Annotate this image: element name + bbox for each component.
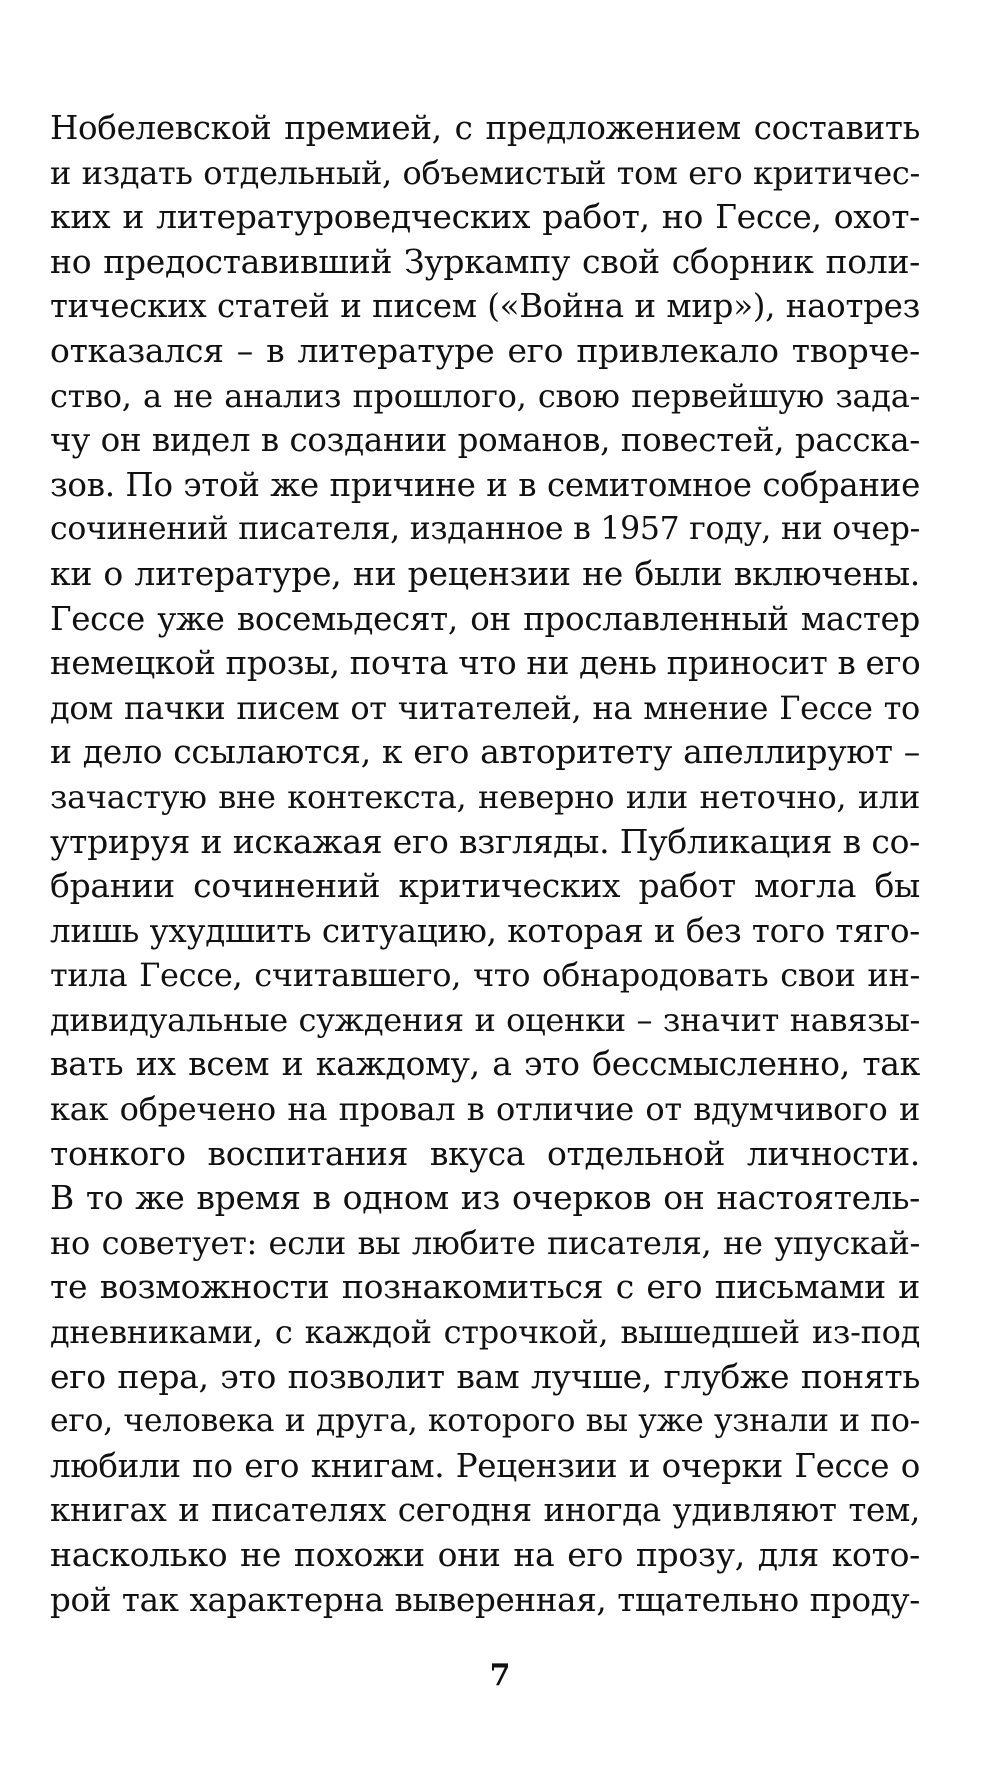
text-line: насколько не похожи они на его прозу, для кото- <box>50 1535 920 1574</box>
text-line: чу он видел в создании романов, повестей, расска- <box>50 421 920 460</box>
text-line: сочинений писателя, изданное в 1957 году, ни очер- <box>50 511 920 548</box>
text-line: В то же время в одном из очерков он настоятель- <box>50 1178 920 1218</box>
text-line: дом пачки писем от читателей, на мнение Гессе то <box>50 688 920 727</box>
text-line: Нобелевской премией, с предложением составить <box>50 109 920 147</box>
text-line: и издать отдельный, объемистый том его критичес- <box>50 153 920 192</box>
text-line: и дело ссылаются, к его авторитету апеллируют – <box>50 732 920 772</box>
text-line: утрируя и искажая его взгляды. Публикация в со- <box>50 821 920 861</box>
text-line: книгах и писателях сегодня иногда удивляют тем, <box>50 1491 920 1530</box>
text-line: брании сочинений критических работ могла бы <box>50 866 920 906</box>
page-number: 7 <box>489 1658 511 1693</box>
text-line: но предоставивший Зуркампу свой сборник поли- <box>50 241 920 281</box>
text-line: те возможности познакомиться с его письмами и <box>50 1267 920 1307</box>
text-line: дневниками, с каждой строчкой, вышедшей из-под <box>50 1313 920 1352</box>
text-line: вать их всем и каждому, а это бессмысленно, так <box>50 1044 920 1084</box>
text-line: тила Гессе, считавшего, что обнародовать свои ин- <box>50 956 920 995</box>
text-line: ких и литературоведческих работ, но Гессе, охот- <box>50 197 920 237</box>
text-line: дивидуальные суждения и оценки – значит навязы- <box>50 1000 920 1039</box>
text-line: рой так характерна выверенная, тщательно проду- <box>50 1580 920 1619</box>
text-line: как обречено на провал в отличие от вдумчивого и <box>50 1090 920 1129</box>
text-line: но советует: если вы любите писателя, не упускай- <box>50 1223 920 1262</box>
text-line: зачастую вне контекста, неверно или неточно, или <box>50 777 920 816</box>
text-line: немецкой прозы, почта что ни день приносит в его <box>50 644 921 683</box>
text-line: ки о литературе, ни рецензии не были включены. <box>50 553 920 593</box>
text-line: ство, а не анализ прошлого, свою первейшую зада- <box>50 376 920 415</box>
text-line: тических статей и писем («Война и мир»), наотрез <box>50 287 920 326</box>
text-line: тонкого воспитания вкуса отдельной личности. <box>50 1133 920 1173</box>
text-line: отказался – в литературе его привлекало творче- <box>50 330 920 370</box>
text-line: зов. По этой же причине и в семитомное собрание <box>50 465 920 504</box>
text-line: его пера, это позволит вам лучше, глубже понять <box>50 1356 920 1396</box>
text-line: любили по его книгам. Рецензии и очерки Гессе о <box>50 1446 920 1485</box>
body-text <box>50 106 920 1622</box>
text-line: его, человека и друга, которого вы уже узнали и по- <box>50 1403 920 1440</box>
text-line: лишь ухудшить ситуацию, которая и без того тяго- <box>50 911 920 950</box>
text-line: Гессе уже восемьдесят, он прославленный мастер <box>50 599 920 638</box>
